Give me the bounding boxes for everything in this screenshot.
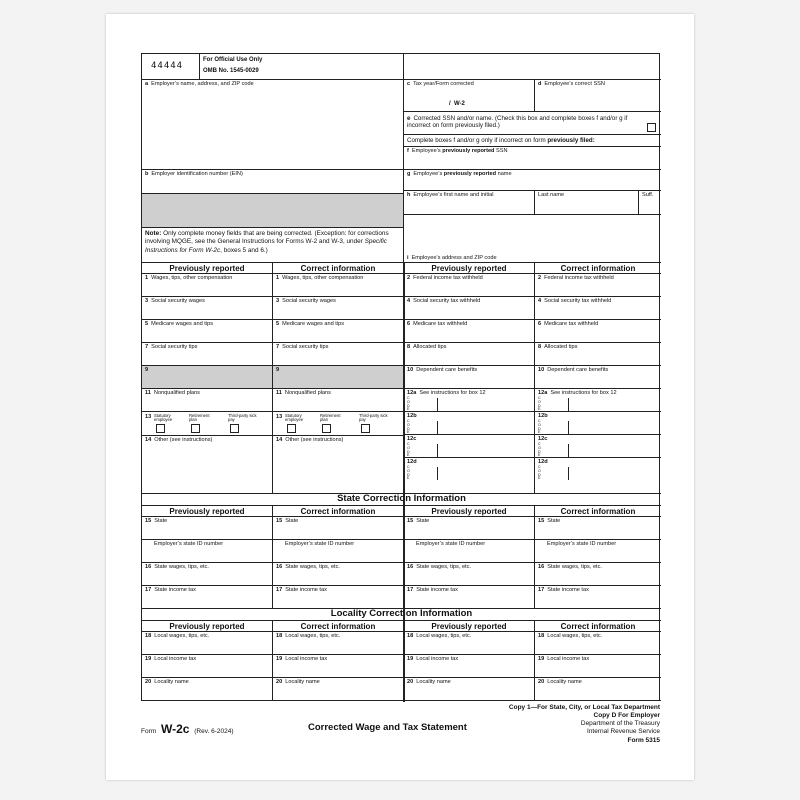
box-12a-prev-label: See instructions for box 12 — [419, 390, 486, 396]
box-11-prev[interactable] — [142, 389, 273, 412]
box-state-id-left-corr[interactable] — [273, 540, 404, 563]
box-7-corr[interactable] — [273, 343, 404, 366]
box-12-code-divider — [568, 421, 569, 434]
box-13-prev[interactable] — [142, 412, 273, 436]
retirement-checkbox[interactable] — [191, 424, 200, 433]
box-12c-corr-num: 12c — [538, 436, 548, 442]
box-6-corr[interactable] — [535, 320, 661, 343]
box-state-id-left-prev[interactable] — [142, 540, 273, 563]
box-11-prev-num: 11 — [145, 390, 151, 396]
locality-header-right-prev: Previously reported — [404, 621, 535, 632]
box-c[interactable]: c Tax year/Form corrected / W-2 — [404, 80, 535, 112]
box-16-left-corr-num: 16 — [276, 564, 283, 570]
box-16-left-prev-label: State wages, tips, etc. — [154, 564, 209, 570]
box-12b-corr-num: 12b — [538, 413, 548, 419]
box-13-retirement-label-corr: Retirement plan — [320, 413, 341, 423]
box-18-right-corr-label: Local wages, tips, etc. — [547, 633, 603, 639]
box-12a-prev-num: 12a — [407, 390, 417, 396]
note-bold: Note: — [145, 230, 162, 237]
box-18-left-prev-num: 18 — [145, 633, 152, 639]
box-3-corr-num: 3 — [276, 298, 280, 304]
box-18-left-corr-label: Local wages, tips, etc. — [285, 633, 341, 639]
box-12d-prev-num: 12d — [407, 459, 417, 465]
box-d[interactable]: d Employee’s correct SSN — [535, 80, 661, 112]
form-name: W-2c — [160, 722, 190, 736]
box-17-left-prev-num: 17 — [145, 587, 152, 593]
state-header-left-corr: Correct information — [273, 506, 404, 517]
box-15-right-corr-num: 15 — [538, 518, 545, 524]
box-16-left-corr[interactable] — [273, 563, 404, 586]
form-code: 44444 — [151, 61, 184, 71]
box-19-right-prev-num: 19 — [407, 656, 414, 662]
box-19-left-corr[interactable] — [273, 655, 404, 678]
box-17-right-prev-num: 17 — [407, 587, 414, 593]
box-16-right-prev-label: State wages, tips, etc. — [416, 564, 471, 570]
w2c-form — [141, 53, 660, 701]
box-12-code-divider — [437, 467, 438, 480]
box-5-corr-label: Medicare wages and tips — [282, 321, 345, 327]
box-13-corr[interactable] — [273, 412, 404, 436]
thirdparty-checkbox[interactable] — [230, 424, 239, 433]
box-13-statutory-label: Statutory employee — [154, 413, 173, 423]
box-12a-prev[interactable] — [404, 389, 535, 412]
box-10-prev-label: Dependent care benefits — [416, 367, 478, 373]
box-18-left-prev[interactable] — [142, 632, 273, 655]
box-13-thirdparty-label-corr: Third-party sick pay — [359, 413, 388, 423]
form-footer-left — [141, 722, 234, 736]
note-text-1: Only complete money fields that are being corrected. (Exception: for corrections involving MQGE, see the General Instructions for Forms W-2 and W-3, under — [145, 230, 389, 246]
box-a-label: Employer’s name, address, and ZIP code — [151, 81, 254, 87]
header-right-prev: Previously reported — [404, 263, 535, 274]
box-f-prefix: Employee’s — [411, 148, 443, 154]
complete-fg-bold: previously filed: — [547, 137, 595, 144]
box-12d-corr[interactable] — [535, 458, 661, 494]
box-17-right-corr-label: State income tax — [547, 587, 589, 593]
locality-header-left-prev: Previously reported — [142, 621, 273, 632]
official-use-label: For Official Use Only — [203, 57, 263, 63]
box-20-right-corr-label: Locality name — [547, 679, 582, 685]
state-header-left-prev: Previously reported — [142, 506, 273, 517]
omb-number: OMB No. 1545-0029 — [203, 67, 259, 74]
box-state-id-left-corr-label: Employer’s state ID number — [285, 541, 355, 547]
box-18-right-prev-label: Local wages, tips, etc. — [416, 633, 472, 639]
last-name-box[interactable] — [535, 191, 639, 215]
box-15-left-prev-num: 15 — [145, 518, 152, 524]
box-b-label: Employer identification number (EIN) — [151, 171, 243, 177]
box-15-left-corr[interactable] — [273, 517, 404, 540]
last-name-label: Last name — [538, 192, 565, 198]
box-6-prev-label: Medicare tax withheld — [413, 321, 468, 327]
box-7-prev-label: Social security tips — [151, 344, 198, 350]
complete-fg-note — [404, 135, 661, 147]
box-20-right-corr[interactable] — [535, 678, 661, 701]
box-12-code-letters: C O D E — [538, 419, 541, 435]
box-14-num-corr: 14 — [276, 437, 283, 443]
box-10-corr-num: 10 — [538, 367, 545, 373]
box-a[interactable]: a Employer’s name, address, and ZIP code — [142, 80, 404, 170]
box-16-right-prev-num: 16 — [407, 564, 414, 570]
thirdparty-checkbox-corr[interactable] — [361, 424, 370, 433]
box-10-prev-num: 10 — [407, 367, 414, 373]
box-e[interactable]: e Corrected SSN and/or name. (Check this box and complete boxes f and/or g if incorrect on form previously filed.) — [404, 112, 661, 135]
box-17-right-prev-label: State income tax — [416, 587, 458, 593]
box-c-form: W-2 — [454, 101, 465, 108]
box-20-left-prev[interactable] — [142, 678, 273, 701]
box-8-prev[interactable] — [404, 343, 535, 366]
box-20-right-corr-num: 20 — [538, 679, 545, 685]
form-title: Corrected Wage and Tax Statement — [308, 722, 467, 733]
box-13-num: 13 — [145, 414, 152, 420]
box-4-corr-num: 4 — [538, 298, 542, 304]
box-h-label: Employee’s first name and initial — [413, 192, 494, 198]
official-use-box — [200, 54, 404, 80]
state-header-right-prev: Previously reported — [404, 506, 535, 517]
box-17-left-corr-label: State income tax — [285, 587, 327, 593]
box-12b-prev[interactable] — [404, 412, 535, 435]
box-20-left-corr-label: Locality name — [285, 679, 320, 685]
box-4-prev[interactable] — [404, 297, 535, 320]
box-18-left-corr[interactable] — [273, 632, 404, 655]
locality-section-title: Locality Correction Information — [142, 609, 661, 621]
box-17-left-corr[interactable] — [273, 586, 404, 609]
locality-header-right-corr: Correct information — [535, 621, 661, 632]
box-17-right-corr-num: 17 — [538, 587, 545, 593]
box-state-id-right-corr-label: Employer’s state ID number — [547, 541, 617, 547]
box-15-right-prev-label: State — [416, 518, 430, 524]
box-7-prev-num: 7 — [145, 344, 149, 350]
box-19-right-corr-label: Local income tax — [547, 656, 590, 662]
form-label: Form — [141, 728, 157, 735]
box-g-prefix: Employee’s — [413, 171, 444, 177]
box-6-prev[interactable] — [404, 320, 535, 343]
irs-label: Internal Revenue Service — [587, 728, 660, 736]
note-text-2: , boxes 5 and 6.) — [220, 246, 268, 254]
box-8-prev-num: 8 — [407, 344, 411, 350]
box-14-num: 14 — [145, 437, 152, 443]
box-12-code-divider — [568, 444, 569, 457]
box-14-label-corr: Other (see instructions) — [285, 437, 344, 443]
box-17-left-prev[interactable] — [142, 586, 273, 609]
box-9-prev[interactable] — [142, 366, 273, 389]
box-9-corr-num: 9 — [276, 367, 280, 373]
box-12-code-letters: C O D E — [538, 396, 541, 412]
box-11-corr[interactable] — [273, 389, 404, 412]
box-15-left-corr-num: 15 — [276, 518, 283, 524]
box-19-left-prev-num: 19 — [145, 656, 152, 662]
box-15-right-prev[interactable] — [404, 517, 535, 540]
box-17-left-prev-label: State income tax — [154, 587, 196, 593]
box-f-suffix: SSN — [494, 148, 508, 154]
box-6-prev-num: 6 — [407, 321, 411, 327]
box-13-retirement-label: Retirement plan — [189, 413, 210, 423]
box-18-right-prev[interactable] — [404, 632, 535, 655]
retirement-checkbox-corr[interactable] — [322, 424, 331, 433]
box-18-left-corr-num: 18 — [276, 633, 283, 639]
form-code-box — [142, 54, 200, 80]
box-4-corr[interactable] — [535, 297, 661, 320]
box-18-left-prev-label: Local wages, tips, etc. — [154, 633, 210, 639]
box-i[interactable]: i Employee’s address and ZIP code — [404, 215, 661, 263]
box-12-code-letters: C O D E — [407, 442, 410, 458]
box-3-prev-num: 3 — [145, 298, 149, 304]
box-16-right-corr-num: 16 — [538, 564, 545, 570]
box-e-checkbox[interactable] — [647, 123, 656, 132]
box-g-bold: previously reported — [443, 171, 497, 177]
box-8-corr-num: 8 — [538, 344, 542, 350]
box-12-code-divider — [437, 398, 438, 411]
header-left-prev: Previously reported — [142, 263, 273, 274]
box-15-left-prev-label: State — [154, 518, 168, 524]
box-12a-corr-label: See instructions for box 12 — [550, 390, 617, 396]
box-12-code-divider — [437, 421, 438, 434]
box-12c-prev[interactable] — [404, 435, 535, 458]
box-12a-corr[interactable] — [535, 389, 661, 412]
box-20-left-corr[interactable] — [273, 678, 404, 701]
box-2-prev-label: Federal income tax withheld — [413, 275, 483, 281]
copy-1-label: Copy 1—For State, City, or Local Tax Department — [508, 704, 660, 711]
box-c-slash: / — [449, 101, 451, 108]
box-5-prev[interactable] — [142, 320, 273, 343]
box-8-corr-label: Allocated tips — [544, 344, 578, 350]
box-12-code-divider — [568, 467, 569, 480]
box-b[interactable]: b Employer identification number (EIN) — [142, 170, 404, 194]
box-17-right-prev[interactable] — [404, 586, 535, 609]
box-11-corr-label: Nonqualified plans — [284, 390, 331, 396]
box-16-left-prev[interactable] — [142, 563, 273, 586]
box-19-left-corr-label: Local income tax — [285, 656, 328, 662]
box-5-corr[interactable] — [273, 320, 404, 343]
box-15-right-prev-num: 15 — [407, 518, 414, 524]
box-g-suffix: name — [496, 171, 512, 177]
box-f[interactable]: f Employee’s previously reported SSN — [404, 147, 661, 170]
top-right-blank — [404, 54, 661, 80]
box-9-prev-num: 9 — [145, 367, 149, 373]
box-17-left-corr-num: 17 — [276, 587, 283, 593]
note-italic: Specific Instructions for Form W-2c — [145, 238, 388, 254]
box-8-prev-label: Allocated tips — [413, 344, 447, 350]
box-state-id-right-prev-label: Employer’s state ID number — [416, 541, 486, 547]
box-12-code-letters: C O D E — [538, 442, 541, 458]
box-9-corr[interactable] — [273, 366, 404, 389]
box-19-right-prev[interactable] — [404, 655, 535, 678]
box-2-prev-num: 2 — [407, 275, 411, 281]
box-1-prev[interactable] — [142, 274, 273, 297]
state-section-title: State Correction Information — [142, 494, 661, 506]
box-18-right-corr[interactable] — [535, 632, 661, 655]
shaded-area — [142, 194, 404, 228]
box-16-right-prev[interactable] — [404, 563, 535, 586]
box-19-left-corr-num: 19 — [276, 656, 283, 662]
box-6-corr-label: Medicare tax withheld — [544, 321, 599, 327]
suffix-label: Suff. — [642, 192, 654, 198]
box-11-prev-label: Nonqualified plans — [153, 390, 200, 396]
box-2-corr-num: 2 — [538, 275, 542, 281]
box-12-code-letters: C O D E — [538, 465, 541, 481]
box-13-statutory-label-corr: Statutory employee — [285, 413, 304, 423]
form-footer-right — [470, 704, 660, 745]
box-4-prev-num: 4 — [407, 298, 411, 304]
box-1-corr-num: 1 — [276, 275, 280, 281]
box-5-prev-num: 5 — [145, 321, 149, 327]
box-2-corr-label: Federal income tax withheld — [544, 275, 614, 281]
box-d-label: Employee’s correct SSN — [544, 81, 605, 87]
header-right-corr: Correct information — [535, 263, 661, 274]
box-1-prev-num: 1 — [145, 275, 149, 281]
box-f-bold: previously reported — [442, 148, 495, 154]
box-19-right-corr[interactable] — [535, 655, 661, 678]
suffix-box[interactable] — [639, 191, 661, 215]
box-7-corr-label: Social security tips — [282, 344, 329, 350]
box-18-right-prev-num: 18 — [407, 633, 414, 639]
statutory-checkbox[interactable] — [156, 424, 165, 433]
box-12d-corr-num: 12d — [538, 459, 548, 465]
department-label: Department of the Treasury — [580, 720, 660, 728]
box-19-right-prev-label: Local income tax — [416, 656, 459, 662]
box-20-left-prev-label: Locality name — [154, 679, 189, 685]
copy-d-label: Copy D For Employer — [593, 712, 660, 720]
box-7-prev[interactable] — [142, 343, 273, 366]
header-left-corr: Correct information — [273, 263, 404, 274]
box-10-corr[interactable] — [535, 366, 661, 389]
box-16-left-corr-label: State wages, tips, etc. — [285, 564, 340, 570]
box-17-right-corr[interactable] — [535, 586, 661, 609]
box-11-corr-num: 11 — [276, 390, 282, 396]
box-3-corr-label: Social security wages — [282, 298, 336, 304]
box-16-right-corr-label: State wages, tips, etc. — [547, 564, 602, 570]
box-18-right-corr-num: 18 — [538, 633, 545, 639]
box-12-code-letters: C O D E — [407, 419, 410, 435]
box-12b-corr[interactable] — [535, 412, 661, 435]
box-1-prev-label: Wages, tips, other compensation — [151, 275, 233, 281]
box-12-code-divider — [568, 398, 569, 411]
box-c-label: Tax year/Form corrected — [413, 81, 474, 87]
box-i-label: Employee’s address and ZIP code — [411, 254, 497, 261]
box-10-prev[interactable] — [404, 366, 535, 389]
box-state-id-left-prev-label: Employer’s state ID number — [154, 541, 224, 547]
box-5-corr-num: 5 — [276, 321, 280, 327]
box-14-corr[interactable] — [273, 436, 404, 494]
box-12b-prev-num: 12b — [407, 413, 417, 419]
box-4-prev-label: Social security tax withheld — [413, 298, 481, 304]
box-8-corr[interactable] — [535, 343, 661, 366]
box-state-id-right-corr[interactable] — [535, 540, 661, 563]
box-3-corr[interactable] — [273, 297, 404, 320]
box-19-left-prev-label: Local income tax — [154, 656, 197, 662]
state-header-right-corr: Correct information — [535, 506, 661, 517]
box-20-left-corr-num: 20 — [276, 679, 283, 685]
box-1-corr-label: Wages, tips, other compensation — [282, 275, 364, 281]
box-16-right-corr[interactable] — [535, 563, 661, 586]
form-number: Form 5315 — [627, 736, 660, 744]
box-15-left-prev[interactable] — [142, 517, 273, 540]
complete-fg-text: Complete boxes f and/or g only if incorrect on form — [407, 137, 548, 144]
box-4-corr-label: Social security tax withheld — [544, 298, 612, 304]
box-12c-corr[interactable] — [535, 435, 661, 458]
box-h[interactable]: h Employee’s first name and initial — [404, 191, 535, 215]
box-15-right-corr[interactable] — [535, 517, 661, 540]
box-14-label: Other (see instructions) — [154, 437, 213, 443]
box-20-left-prev-num: 20 — [145, 679, 152, 685]
box-10-corr-label: Dependent care benefits — [547, 367, 609, 373]
box-3-prev-label: Social security wages — [151, 298, 205, 304]
box-20-right-prev-label: Locality name — [416, 679, 451, 685]
box-12d-prev[interactable] — [404, 458, 535, 494]
box-12-code-letters: C O D E — [407, 465, 410, 481]
box-6-corr-num: 6 — [538, 321, 542, 327]
box-20-right-prev-num: 20 — [407, 679, 414, 685]
box-13-thirdparty-label: Third-party sick pay — [228, 413, 257, 423]
box-12-code-letters: C O D E — [407, 396, 410, 412]
box-e-label: Corrected SSN and/or name. (Check this box and complete boxes f and/or g if incorrect on form previously filed.) — [407, 115, 628, 130]
box-16-left-prev-num: 16 — [145, 564, 152, 570]
box-5-prev-label: Medicare wages and tips — [151, 321, 214, 327]
box-2-corr[interactable] — [535, 274, 661, 297]
box-2-prev[interactable] — [404, 274, 535, 297]
box-3-prev[interactable] — [142, 297, 273, 320]
box-12a-corr-num: 12a — [538, 390, 548, 396]
box-19-left-prev[interactable] — [142, 655, 273, 678]
box-14-prev[interactable] — [142, 436, 273, 494]
box-15-right-corr-label: State — [547, 518, 561, 524]
box-state-id-right-prev[interactable] — [404, 540, 535, 563]
box-20-right-prev[interactable] — [404, 678, 535, 701]
box-13-num-corr: 13 — [276, 414, 283, 420]
locality-header-left-corr: Correct information — [273, 621, 404, 632]
box-12c-prev-num: 12c — [407, 436, 417, 442]
box-g[interactable]: g Employee’s previously reported name — [404, 170, 661, 191]
box-19-right-corr-num: 19 — [538, 656, 545, 662]
statutory-checkbox-corr[interactable] — [287, 424, 296, 433]
box-1-corr[interactable] — [273, 274, 404, 297]
note-box — [142, 228, 404, 263]
box-12-code-divider — [437, 444, 438, 457]
box-7-corr-num: 7 — [276, 344, 280, 350]
box-15-left-corr-label: State — [285, 518, 299, 524]
form-revision: (Rev. 6-2024) — [194, 728, 234, 735]
